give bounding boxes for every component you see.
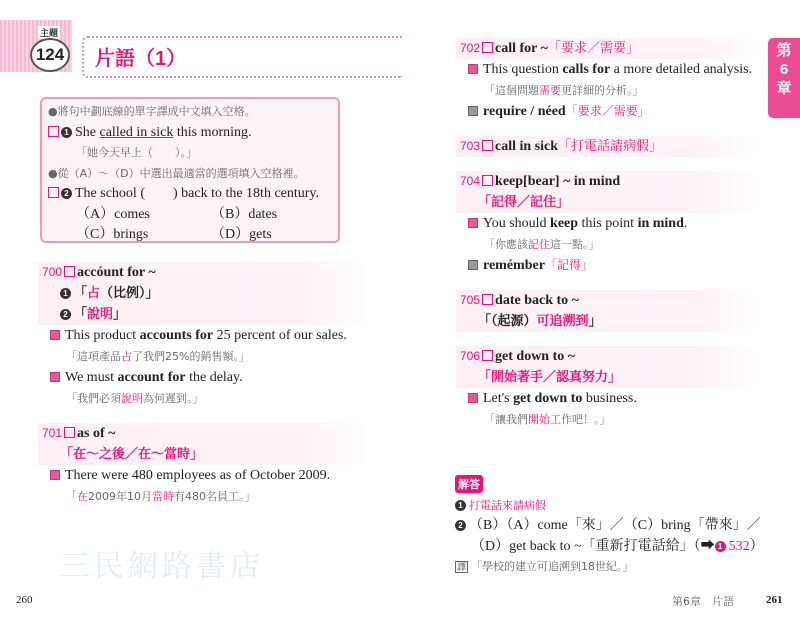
meaning: [456, 367, 756, 388]
highlight-text: 開始: [528, 413, 550, 426]
highlight-text: 在: [77, 490, 88, 503]
example-translation: [456, 409, 756, 430]
checkbox-icon[interactable]: [64, 266, 75, 277]
highlight-text: 占: [121, 350, 132, 363]
highlight-text: 可追溯到: [536, 314, 589, 329]
right-entries: [456, 38, 756, 444]
answer-2-line2: （D）get back to ~「重新打電話給」（➡: [471, 538, 715, 554]
bold-phrase: keep: [550, 216, 579, 231]
entry-header: [456, 171, 756, 192]
checkbox-icon[interactable]: [482, 140, 493, 151]
topic-number: 124: [30, 38, 70, 72]
entry-number: 702: [460, 41, 481, 55]
underlined-phrase: called in sick: [99, 124, 174, 140]
left-entries: [38, 262, 368, 521]
question-number: 2: [61, 188, 72, 199]
phrase: get down to ~: [495, 349, 576, 364]
right-page-number: 261: [766, 594, 783, 606]
question-number: 1: [61, 127, 72, 138]
entry-number: 700: [42, 265, 63, 279]
checkbox-icon[interactable]: [64, 427, 75, 438]
translation-icon: 譯: [457, 562, 467, 572]
question-translation: 「她今天早上（ ）。」: [76, 146, 197, 159]
text: 「這個問題: [484, 84, 539, 97]
answer-section: [455, 475, 785, 578]
example-icon: [50, 470, 60, 480]
checkbox-icon[interactable]: [482, 42, 493, 53]
entry-700: [38, 262, 368, 409]
entry-704: [456, 171, 756, 276]
text: Let's: [483, 391, 514, 406]
highlight-text: 說明: [121, 392, 143, 405]
text: 為何遲到。」: [143, 392, 204, 405]
entry-701: [38, 423, 368, 507]
phrase: accóunt for ~: [77, 265, 156, 280]
bold-phrase: require / néed: [483, 104, 566, 119]
exercise-box: [40, 97, 340, 243]
page-title: 片語（1）: [95, 48, 187, 70]
text: 工作吧！。」: [550, 413, 611, 426]
text: 「: [74, 286, 88, 301]
bold-phrase: accounts for: [139, 328, 214, 343]
entry-702: [456, 38, 756, 122]
text: 「: [66, 490, 77, 503]
bold-phrase: calls for: [562, 62, 611, 77]
text: a more detailed analysis.: [610, 62, 753, 77]
example-sentence: [464, 59, 756, 80]
entry-706: [456, 346, 756, 430]
option-d: （D）gets: [211, 227, 272, 242]
highlight-text: 「記得」: [544, 258, 593, 272]
answer-2-line1: （B）（A）come「來」／（C）bring「帶來」／: [469, 518, 761, 533]
right-running-head: 第6章 片語: [672, 595, 734, 608]
answer-1: 打電話來請病假: [469, 498, 546, 512]
text: .: [683, 216, 688, 231]
entry-703: [456, 136, 756, 157]
text: She: [75, 124, 100, 140]
text: We must: [65, 370, 118, 385]
text: There were 480 employees as of October 2009.: [65, 468, 331, 483]
entry-header: [456, 346, 756, 367]
example-icon: [468, 218, 478, 228]
tab-text: 6: [779, 61, 789, 78]
text: 「你應該: [484, 238, 528, 251]
instruction: ●將句中劃底線的單字譯成中文填入空格。: [48, 105, 256, 118]
example-sentence: [46, 367, 368, 388]
meaning: [456, 311, 756, 332]
entry-header: [456, 38, 756, 59]
bold-phrase: in mind: [637, 216, 684, 231]
text: 2009年10月: [88, 490, 152, 503]
text: This product: [65, 328, 140, 343]
example-translation: [456, 80, 756, 101]
meaning: [38, 444, 368, 465]
meaning: 「打電話請病假」: [558, 139, 663, 154]
text: business.: [582, 391, 637, 406]
text: the delay.: [185, 370, 243, 385]
example-sentence: [464, 213, 756, 234]
entry-header: [456, 290, 756, 311]
text: 」: [113, 307, 127, 322]
entry-number: 704: [460, 174, 481, 188]
phrase: call in sick: [495, 139, 559, 154]
text: 這一點。」: [550, 238, 600, 251]
meaning: [456, 192, 756, 213]
highlight-text: 說明: [87, 307, 114, 322]
text: You should: [483, 216, 551, 231]
text: 「讓我們: [484, 413, 528, 426]
option-b: （B）dates: [211, 206, 278, 222]
answer-label: 解答: [455, 475, 483, 493]
example-icon: [468, 393, 478, 403]
checkbox-icon[interactable]: [482, 175, 493, 186]
meaning: 「要求／需要」: [547, 41, 639, 56]
highlight-text: 占: [87, 286, 101, 301]
entry-705: [456, 290, 756, 332]
bold-phrase: account for: [117, 370, 186, 385]
text: 了我們25%的銷售額。」: [132, 350, 250, 363]
ref-link[interactable]: 532: [728, 538, 750, 554]
text: 「這項產品: [66, 350, 121, 363]
answer-number: 2: [455, 520, 466, 531]
example-translation: [38, 388, 368, 409]
highlight-text: 記住: [528, 238, 550, 251]
phrase: date back to ~: [495, 293, 579, 308]
entry-number: 705: [460, 293, 481, 307]
instruction: ●從（A）～（D）中選出最適當的選項填入空格裡。: [48, 166, 305, 180]
text: 有480名員工。」: [174, 490, 256, 503]
text: 「（起源）: [478, 314, 537, 329]
bold-phrase: get down to: [513, 391, 583, 406]
example-sentence: [464, 388, 756, 409]
checkbox-icon[interactable]: [48, 126, 59, 137]
answer-translation: 「學校的建立可追溯到18世紀。」: [471, 560, 634, 573]
highlight-text: 需要: [539, 84, 561, 97]
entry-header: [456, 136, 756, 157]
text: 2: [60, 309, 71, 320]
entry-number: 701: [42, 426, 63, 440]
tab-text: 第: [776, 42, 792, 59]
example-translation: [456, 234, 756, 255]
entry-header: [38, 262, 368, 283]
meaning: [38, 283, 368, 304]
entry-header: [38, 423, 368, 444]
phrase: as of ~: [77, 426, 116, 441]
synonym: [464, 255, 756, 276]
highlight-text: 「記得／記住」: [478, 195, 570, 210]
watermark: 三民網路書店: [60, 549, 264, 584]
example-translation: [38, 346, 368, 367]
chapter-tab[interactable]: [768, 38, 800, 118]
highlight-text: 「要求／需要」: [565, 104, 650, 118]
checkbox-icon[interactable]: [482, 350, 493, 361]
text: 1: [60, 288, 71, 299]
text: This question: [483, 62, 563, 77]
example-icon: [468, 64, 478, 74]
entry-number: 706: [460, 349, 481, 363]
synonym-icon: [468, 260, 478, 270]
text: this morning.: [173, 124, 252, 140]
entry-number: 703: [460, 139, 481, 153]
text: 「: [74, 307, 88, 322]
synonym-icon: [468, 106, 478, 116]
question-text: The school ( ) back to the 18th century.: [75, 186, 320, 201]
example-translation: [38, 486, 368, 507]
checkbox-icon[interactable]: [48, 187, 59, 198]
answer-number: 1: [455, 500, 466, 511]
topic-label: 主題: [40, 28, 59, 38]
phrase: keep[bear] ~ in mind: [495, 174, 621, 189]
highlight-text: 當時: [152, 490, 174, 503]
example-sentence: [46, 465, 368, 486]
example-sentence: [46, 325, 368, 346]
left-page-number: 260: [16, 594, 33, 606]
bold-phrase: remémber: [483, 258, 545, 273]
highlight-text: 「開始著手／認真努力」: [478, 370, 622, 385]
option-a: （A）comes: [76, 206, 150, 222]
text: 25 percent of our sales.: [213, 328, 347, 343]
highlight-text: 「在～之後／在～當時」: [60, 447, 204, 462]
text: 「我們必須: [66, 392, 121, 405]
phrase: call for ~: [495, 41, 548, 56]
text: 」: [588, 314, 602, 329]
text: 更詳細的分析。」: [561, 84, 644, 97]
text: this point: [578, 216, 638, 231]
text: （比例）」: [100, 286, 159, 301]
tab-text: 章: [776, 80, 792, 97]
synonym: [464, 101, 756, 122]
meaning: [38, 304, 368, 325]
option-c: （C）brings: [76, 227, 149, 242]
checkbox-icon[interactable]: [482, 294, 493, 305]
example-icon: [50, 330, 60, 340]
example-icon: [50, 372, 60, 382]
ref-number: 1: [715, 541, 726, 552]
text: ）: [749, 538, 764, 554]
